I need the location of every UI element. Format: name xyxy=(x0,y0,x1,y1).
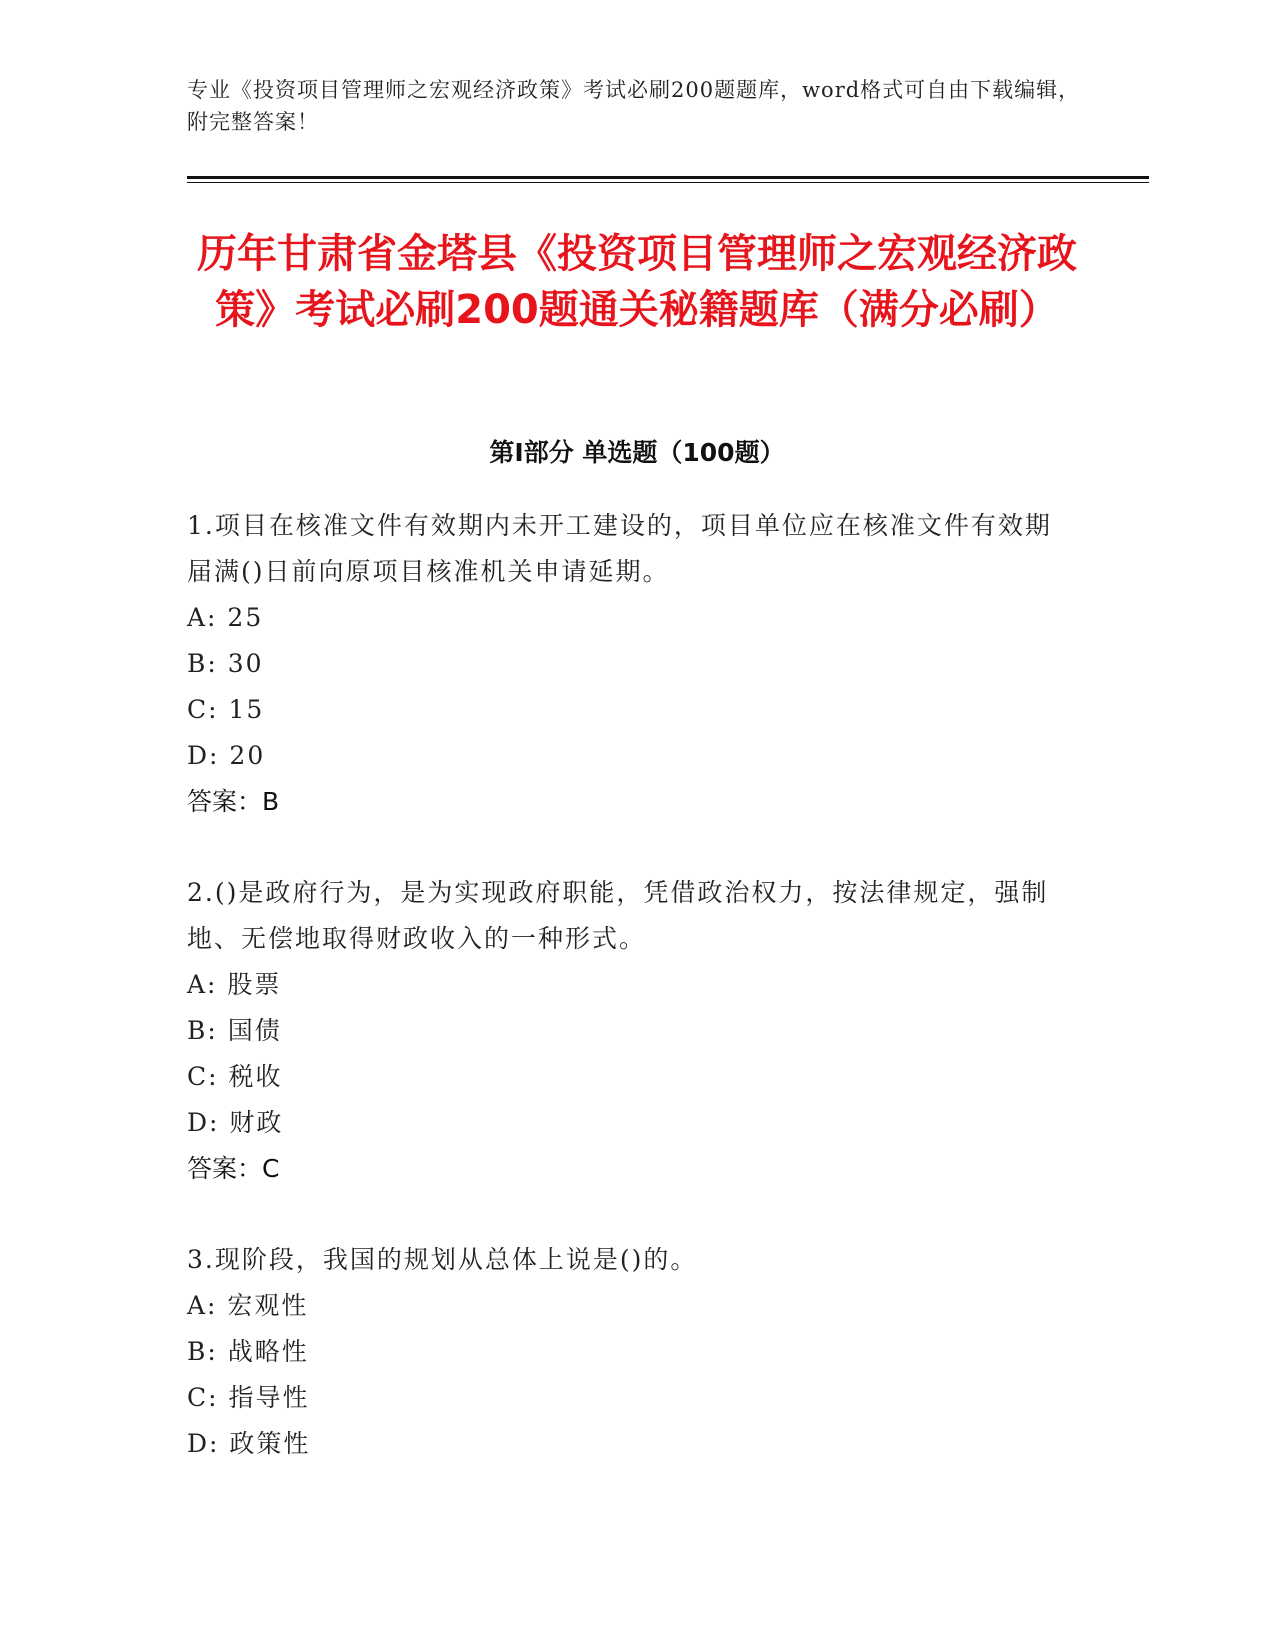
option-c: C: 税收 xyxy=(187,1062,283,1091)
option-c: C: 指导性 xyxy=(187,1383,310,1412)
document-title: 历年甘肃省金塔县《投资项目管理师之宏观经济政策》考试必刷200题通关秘籍题库（满分必刷） xyxy=(197,231,1077,333)
option-b: B: 国债 xyxy=(187,1016,282,1045)
question-2 xyxy=(187,870,1077,1192)
option-b: B: 战略性 xyxy=(187,1337,309,1366)
option-d: D: 20 xyxy=(187,741,266,770)
header-rule-thin xyxy=(187,182,1149,183)
option-d: D: 财政 xyxy=(187,1108,284,1137)
option-a: A: 宏观性 xyxy=(187,1291,309,1320)
question-stem: 2.()是政府行为，是为实现政府职能，凭借政治权力，按法律规定，强制地、无偿地取得财政收入的一种形式。 xyxy=(187,878,1049,953)
option-b: B: 30 xyxy=(187,649,264,678)
question-1 xyxy=(187,503,1077,825)
option-a: A: 股票 xyxy=(187,970,282,999)
option-d: D: 政策性 xyxy=(187,1429,311,1458)
option-a: A: 25 xyxy=(187,603,264,632)
question-stem: 3.现阶段，我国的规划从总体上说是()的。 xyxy=(187,1245,698,1274)
option-c: C: 15 xyxy=(187,695,265,724)
answer: 答案：C xyxy=(187,1154,280,1183)
question-stem: 1.项目在核准文件有效期内未开工建设的，项目单位应在核准文件有效期届满()日前向原项目核准机关申请延期。 xyxy=(187,511,1052,586)
header-note: 专业《投资项目管理师之宏观经济政策》考试必刷200题题库，word格式可自由下载编辑，附完整答案！ xyxy=(187,78,1081,134)
section-heading: 第Ⅰ部分 单选题（100题） xyxy=(489,438,785,467)
header-rule-thick xyxy=(187,176,1149,179)
answer: 答案：B xyxy=(187,787,280,816)
question-3 xyxy=(187,1237,1077,1467)
